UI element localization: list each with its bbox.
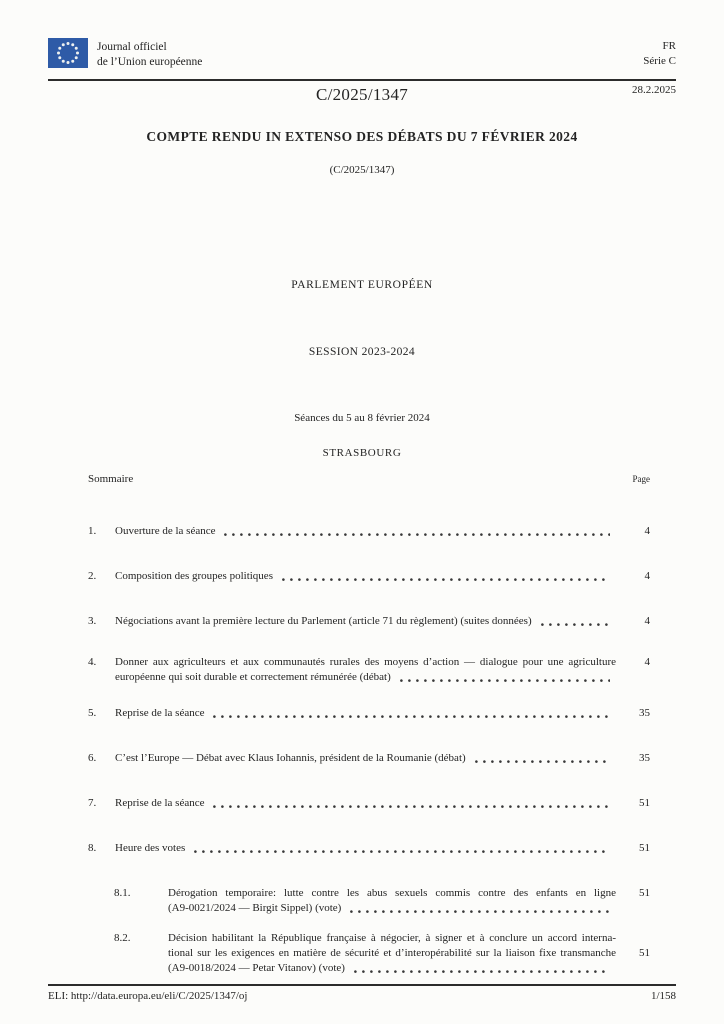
toc-entry-title-line: (A9-0018/2024 — Petar Vitanov) (vote) (168, 962, 345, 974)
toc-entry-page: 4 (644, 525, 650, 537)
toc-entry-1 (88, 524, 650, 539)
toc-entry-6 (88, 751, 650, 766)
dot-leader (213, 715, 610, 719)
dot-leader (194, 850, 610, 854)
toc-entry-2 (88, 569, 650, 584)
toc-entry-title-line: Donner aux agriculteurs et aux communautés rurales des moyens d’action — dialogue pour une agriculture (115, 656, 616, 668)
toc-entry-title-line: européenne qui soit durable et correctement rémunérée (débat) (115, 671, 391, 683)
toc-entry-8-1 (114, 886, 650, 916)
dot-leader (400, 679, 610, 683)
eli-link[interactable]: ELI: http://data.europa.eu/eli/C/2025/1347/oj (48, 990, 248, 1002)
toc-entry-page: 51 (639, 842, 650, 854)
toc-entry-page: 35 (639, 752, 650, 764)
toc-entry-number: 4. (88, 656, 97, 668)
dot-leader (475, 760, 610, 764)
toc-heading: Sommaire (88, 473, 134, 485)
toc-entry-page: 35 (639, 707, 650, 719)
toc-entry-number: 5. (88, 707, 97, 719)
toc-entry-page: 51 (639, 947, 650, 959)
toc-entry-title-line: (A9-0021/2024 — Birgit Sippel) (vote) (168, 902, 342, 914)
toc-entry-title: Négociations avant la première lecture du Parlement (article 71 du règlement) (suites données) (115, 615, 532, 627)
document-number: C/2025/1347 (315, 85, 409, 104)
dot-leader (213, 805, 610, 809)
toc-entry-5 (88, 706, 650, 721)
toc-entry-number: 6. (88, 752, 97, 764)
toc-entry-page: 51 (639, 887, 650, 899)
dot-leader (282, 578, 610, 582)
toc-entry-number: 8.1. (114, 887, 131, 899)
toc-entry-title: C’est l’Europe — Débat avec Klaus Iohannis, président de la Roumanie (débat) (115, 752, 466, 764)
toc-entry-title: Reprise de la séance (115, 707, 205, 719)
toc-entry-number: 7. (88, 797, 97, 809)
publication-date: 28.2.2025 (632, 84, 676, 96)
eu-flag-icon (48, 38, 88, 68)
toc-entry-8 (88, 841, 650, 856)
toc-entry-7 (88, 796, 650, 811)
toc-entry-page: 51 (639, 797, 650, 809)
toc-entry-4 (88, 655, 650, 685)
institution-name: PARLEMENT EUROPÉEN (291, 279, 433, 291)
toc-entry-number: 3. (88, 615, 97, 627)
toc-entry-title-line: tional sur les exigences en matière de sécurité et d’interopérabilité sur la liaison fixe transmanche (168, 947, 616, 959)
page-number: 1/158 (650, 990, 676, 1002)
toc-page-column-label: Page (632, 474, 650, 484)
session-location: STRASBOURG (322, 447, 402, 459)
journal-title-line2: de l’Union européenne (97, 56, 203, 68)
header (48, 38, 676, 70)
session-dates: Séances du 5 au 8 février 2024 (294, 412, 430, 424)
dot-leader (354, 970, 610, 974)
toc-header (48, 473, 676, 485)
dot-leader (224, 533, 610, 537)
toc-entry-number: 8. (88, 842, 97, 854)
table-of-contents (48, 524, 676, 1006)
toc-entry-3 (88, 614, 650, 629)
toc-entry-title-line: Dérogation temporaire: lutte contre les abus sexuels commis contre des enfants en ligne (168, 887, 616, 899)
toc-entry-title: Reprise de la séance (115, 797, 205, 809)
document-reference: (C/2025/1347) (329, 164, 395, 176)
language-code: FR (662, 40, 676, 52)
header-rule (48, 79, 676, 81)
dot-leader (541, 623, 610, 627)
footer-rule (48, 984, 676, 986)
journal-title-line1: Journal officiel (97, 41, 167, 53)
toc-entry-number: 1. (88, 525, 97, 537)
dot-leader (350, 910, 610, 914)
toc-entry-page: 4 (644, 656, 650, 668)
toc-entry-number: 2. (88, 570, 97, 582)
toc-entry-8-2 (114, 931, 650, 976)
toc-entry-title: Heure des votes (115, 842, 186, 854)
footer (48, 990, 676, 1002)
toc-entry-title-line: Décision habilitant la République française à négocier, à signer et à conclure un accord interna- (168, 932, 616, 944)
series-label: Série C (643, 55, 676, 67)
session-label: SESSION 2023-2024 (308, 346, 416, 358)
journal-logo (48, 38, 202, 70)
document-title: COMPTE RENDU IN EXTENSO DES DÉBATS DU 7 FÉVRIER 2024 (146, 129, 578, 144)
toc-entry-page: 4 (644, 615, 650, 627)
toc-entry-title: Composition des groupes politiques (115, 570, 273, 582)
toc-entry-page: 4 (644, 570, 650, 582)
toc-entry-title: Ouverture de la séance (115, 525, 216, 537)
toc-entry-number: 8.2. (114, 932, 131, 944)
